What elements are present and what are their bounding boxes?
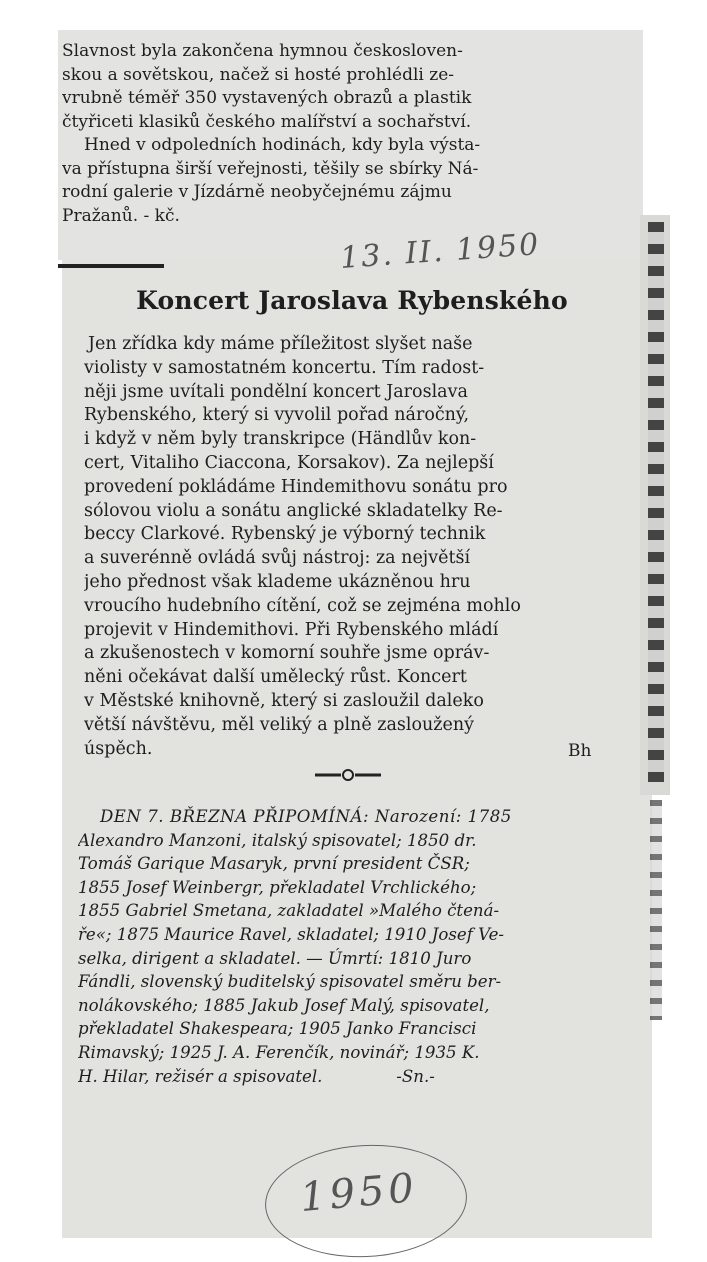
article-line: provedení pokládáme Hindemithovu sonátu pro (84, 476, 508, 497)
memorial-line: překladatel Shakespeara; 1905 Janko Francisci (78, 1019, 477, 1039)
article-line: violisty v samostatném koncertu. Tím radost- (84, 357, 485, 378)
article-line: i když v něm byly transkripce (Händlův kon- (84, 429, 477, 450)
article-line: sólovou violu a sonátu anglické skladatelky Re- (84, 500, 503, 521)
article-line: a zkušenostech v komorní souhře jsme opráv- (84, 643, 490, 664)
memorial-line: DEN 7. BŘEZNA PŘIPOMÍNÁ: Narození: 1785 (100, 807, 512, 826)
article-line: a suverénně ovládá svůj nástroj: za největší (84, 548, 471, 569)
upper-line: vrubně téměř 350 vystavených obrazů a plastik (62, 88, 472, 108)
article-line: jeho přednost však klademe ukázněnou hru (84, 571, 471, 592)
upper-line: Slavnost byla zakončena hymnou českosloven- (62, 41, 463, 61)
article-line: něni očekávat další umělecký růst. Koncert (84, 667, 467, 688)
article-line: projevit v Hindemithovi. Při Rybenského mládí (84, 619, 499, 640)
memorial-line: Tomáš Garique Masaryk, první president ČSR; (78, 854, 470, 874)
section-divider (58, 264, 164, 268)
memorial-line: Rimavský; 1925 J. A. Ferenčík, novinář; 1935 K. (78, 1042, 480, 1062)
ornament-divider (313, 763, 383, 787)
memorial-section (78, 805, 620, 1088)
memorial-line: nolákovského; 1885 Jakub Josef Malý, spisovatel, (78, 995, 490, 1015)
memorial-line: Alexandro Manzoni, italský spisovatel; 1850 dr. (78, 830, 477, 850)
upper-line: va přístupna širší veřejnosti, těšily se sbírky Ná- (62, 158, 479, 179)
article-line: cert, Vitaliho Ciaccona, Korsakov). Za nejlepší (84, 452, 494, 473)
memorial-line: 1855 Josef Weinbergr, překladatel Vrchlického; (78, 877, 477, 897)
article-line: Jen zřídka kdy máme příležitost slyšet naše (88, 334, 473, 354)
memorial-line: Fándli, slovenský buditelský spisovatel směru ber- (78, 972, 502, 992)
upper-line: rodní galerie v Jízdárně neobyčejnému zájmu (62, 182, 452, 202)
article-line: úspěch. (84, 738, 153, 759)
article-line: v Městské knihovně, který si zasloužil daleko (84, 690, 484, 711)
handwritten-year: 1950 (298, 1164, 420, 1222)
article-line: Rybenského, který si vyvolil pořad náročný, (84, 405, 470, 426)
article-line: beccy Clarkové. Rybenský je výborný technik (84, 524, 486, 545)
handwritten-date: 13. II. 1950 (339, 227, 542, 276)
article-signature: Bh (568, 741, 592, 761)
article-headline: Koncert Jaroslava Rybenského (136, 286, 568, 315)
memorial-line: 1855 Gabriel Smetana, zakladatel »Malého čtená- (78, 901, 500, 921)
article-line: větší návštěvu, měl veliký a plně zasloužený (84, 714, 475, 735)
film-perforation-edge (648, 222, 664, 782)
upper-line: Pražanů. - kč. (62, 205, 180, 226)
article-body (84, 333, 622, 761)
upper-paragraphs (62, 40, 634, 228)
upper-line: Hned v odpoledních hodinách, kdy byla výsta- (84, 135, 481, 155)
upper-line: skou a sovětskou, načež si hosté prohlédli ze- (62, 64, 455, 85)
memorial-line: selka, dirigent a skladatel. — Úmrtí: 1810 Juro (78, 948, 472, 968)
film-perforation-edge-lower (650, 800, 662, 1020)
memorial-line: ře«; 1875 Maurice Ravel, skladatel; 1910 Josef Ve- (78, 924, 505, 944)
memorial-line: H. Hilar, režisér a spisovatel. -Sn.- (78, 1066, 435, 1086)
upper-line: čtyřiceti klasiků českého malířství a sochařství. (62, 111, 472, 132)
article-line: něji jsme uvítali pondělní koncert Jaroslava (84, 381, 468, 402)
article-line: vroucího hudebního cítění, což se zejména mohlo (84, 595, 521, 616)
